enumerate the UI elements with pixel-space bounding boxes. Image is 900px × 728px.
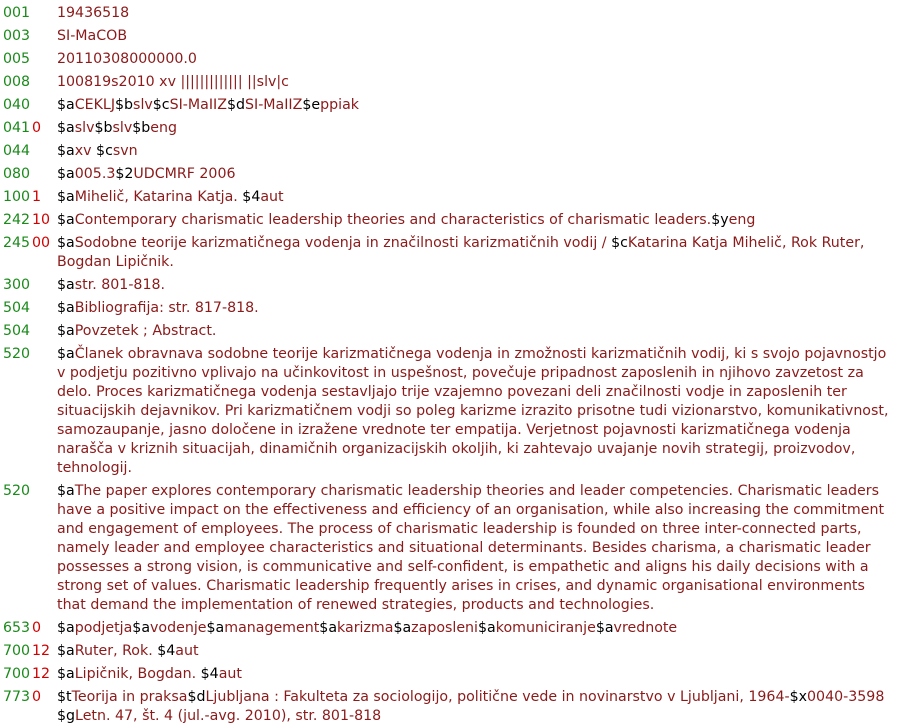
subfield-value: 005.3: [74, 166, 116, 182]
subfield-value: xv: [74, 143, 97, 159]
marc-field-504: [0, 299, 900, 318]
subfield-code: $a: [57, 323, 75, 339]
field-tag: 504: [3, 300, 31, 316]
subfield-value: podjetja: [74, 620, 133, 636]
field-tag: 700: [3, 643, 31, 659]
subfield-value: eng: [150, 120, 178, 136]
field-content: [57, 211, 900, 230]
subfield-value: komuniciranje: [495, 620, 596, 636]
subfield-value: Katarina Katja Mihelič, Rok Ruter, Bogdan Lipičnik.: [57, 235, 865, 270]
subfield-value: eng: [728, 212, 756, 228]
subfield-code: $e: [302, 97, 321, 113]
subfield-code: $4: [242, 189, 261, 205]
subfield-value: Contemporary charismatic leadership theories and characteristics of charismatic leaders.: [74, 212, 712, 228]
marc-field-242: [0, 211, 900, 230]
subfield-value: ppiak: [320, 97, 359, 113]
marc-field-008: [0, 73, 900, 92]
subfield-code: $a: [57, 277, 75, 293]
field-tag: 504: [3, 323, 31, 339]
field-content: [57, 50, 900, 69]
subfield-code: $x: [789, 689, 808, 705]
subfield-code: $d: [226, 97, 245, 113]
marc-field-520: [0, 345, 900, 478]
subfield-code: $a: [57, 166, 75, 182]
subfield-code: $c: [96, 143, 113, 159]
subfield-value: Članek obravnava sodobne teorije karizmatičnega vodenja in zmožnosti karizmatičnih vodij, ki s svojo pojavnostjo v podjetju pozitivno vplivajo na učinkovitost in uspešnost, povečuje pripadnost zaposlenih in njihovo zavzetost za delo. Proces karizmatičnega vodenja sestavljajo trije vzajemno povezani deli značilnosti vodje in zaposlenih ter situacijskih dejavnikov. Pri karizmatičnem vodji so poleg karizme izrazito prisotne tudi vizionarstvo, komunikativnost, samozaupanje, jasno določene in izražene vrednote ter empatija. Verjetnost pojavnosti karizmatičnega vodenja narašča v kriznih situacijah, dinamičnih organizacijskih okoljih, ki zahtevajo uvajanje novih strategij, proizvodov, tehnologij.: [57, 346, 889, 476]
field-tag: 520: [3, 483, 31, 499]
subfield-code: $b: [94, 120, 113, 136]
marc-field-080: [0, 165, 900, 184]
field-tag: 773: [3, 689, 31, 705]
field-indicator: 12: [32, 643, 51, 659]
subfield-value: UDCMRF 2006: [133, 166, 236, 182]
field-tag: 245: [3, 235, 31, 251]
field-tag: 040: [3, 97, 31, 113]
subfield-code: $d: [187, 689, 206, 705]
field-content: [57, 482, 900, 615]
marc-field-700: [0, 642, 900, 661]
subfield-code: $a: [57, 143, 75, 159]
subfield-code: $a: [57, 189, 75, 205]
subfield-value: aut: [218, 666, 242, 682]
subfield-value: aut: [260, 189, 284, 205]
field-content: [57, 276, 900, 295]
field-indicator: 0: [32, 620, 42, 636]
subfield-code: $4: [200, 666, 219, 682]
field-content: [57, 234, 900, 272]
subfield-code: $a: [57, 212, 75, 228]
field-content: [57, 73, 900, 92]
field-content: [57, 619, 900, 638]
subfield-code: $a: [57, 666, 75, 682]
marc-field-001: [0, 4, 900, 23]
subfield-code: $c: [152, 97, 170, 113]
subfield-value: Bibliografija: str. 817-818.: [74, 300, 259, 316]
subfield-value: SI-MaIIZ: [245, 97, 303, 113]
subfield-value: karizma: [337, 620, 394, 636]
field-indicator: 12: [32, 666, 51, 682]
subfield-value: 19436518: [57, 5, 130, 21]
field-tag: 008: [3, 74, 31, 90]
marc-field-100: [0, 188, 900, 207]
field-tag: 001: [3, 5, 31, 21]
field-indicator: 0: [32, 120, 42, 136]
marc-field-245: [0, 234, 900, 272]
subfield-value: Sodobne teorije karizmatičnega vodenja in značilnosti karizmatičnih vodij /: [74, 235, 612, 251]
marc-field-041: [0, 119, 900, 138]
subfield-code: $a: [57, 97, 75, 113]
marc-field-300: [0, 276, 900, 295]
subfield-value: slv: [133, 97, 153, 113]
subfield-value: SI-MaIIZ: [169, 97, 227, 113]
field-tag: 044: [3, 143, 31, 159]
subfield-value: SI-MaCOB: [57, 28, 128, 44]
subfield-code: $a: [319, 620, 338, 636]
field-tag: 003: [3, 28, 31, 44]
marc-field-653: [0, 619, 900, 638]
subfield-code: $a: [57, 620, 75, 636]
subfield-value: Ruter, Rok.: [74, 643, 158, 659]
subfield-code: $a: [57, 235, 75, 251]
field-content: [57, 642, 900, 661]
subfield-value: 100819s2010 xv ||||||||||||| ||slv|c: [57, 74, 289, 90]
subfield-value: Teorija in praksa: [71, 689, 188, 705]
subfield-value: management: [224, 620, 320, 636]
field-indicator: 00: [32, 235, 51, 251]
marc-field-504: [0, 322, 900, 341]
field-tag: 100: [3, 189, 31, 205]
marc-field-003: [0, 27, 900, 46]
subfield-code: $g: [57, 708, 76, 724]
subfield-value: slv: [112, 120, 133, 136]
subfield-value: zaposleni: [411, 620, 478, 636]
subfield-value: The paper explores contemporary charismatic leadership theories and leader competencies. Charismatic leaders have a positive impact on the effectiveness and efficiency of an organisation, while also increasing the commitment and engagement of employees. The process of charismatic leadership is founded on three inter-connected parts, namely leader and employee characteristics and situational determinants. Besides charisma, a charismatic leader possesses a strong vision, is communicative and self-confident, is empathetic and aligns his daily decisions with a strong set of values. Charismatic leadership frequently arises in crises, and dynamic organisational environments that demand the implementation of renewed strategies, products and technologies.: [57, 483, 885, 613]
field-content: [57, 322, 900, 341]
subfield-code: $a: [57, 346, 75, 362]
subfield-code: $b: [132, 120, 151, 136]
subfield-code: $a: [595, 620, 614, 636]
field-tag: 653: [3, 620, 31, 636]
field-content: [57, 688, 900, 726]
subfield-code: $a: [57, 120, 75, 136]
subfield-code: $4: [157, 643, 176, 659]
field-content: [57, 142, 900, 161]
subfield-code: $2: [115, 166, 134, 182]
subfield-value: 20110308000000.0: [57, 51, 197, 67]
subfield-code: $a: [132, 620, 151, 636]
marc-field-773: [0, 688, 900, 726]
subfield-code: $a: [206, 620, 225, 636]
subfield-code: $a: [393, 620, 412, 636]
subfield-code: $a: [478, 620, 496, 636]
field-tag: 005: [3, 51, 31, 67]
field-content: [57, 96, 900, 115]
field-tag: 080: [3, 166, 31, 182]
subfield-value: vrednote: [613, 620, 678, 636]
subfield-value: Ljubljana : Fakulteta za sociologijo, politične vede in novinarstvo v Ljubljani, 1964-: [205, 689, 790, 705]
subfield-value: CEKLJ: [74, 97, 115, 113]
field-indicator: 10: [32, 212, 51, 228]
field-indicator: 0: [32, 689, 42, 705]
subfield-value: slv: [74, 120, 95, 136]
subfield-value: svn: [112, 143, 138, 159]
subfield-code: $a: [57, 643, 75, 659]
subfield-value: vodenje: [150, 620, 207, 636]
field-content: [57, 665, 900, 684]
field-content: [57, 119, 900, 138]
subfield-value: Povzetek ; Abstract.: [74, 323, 217, 339]
subfield-value: Letn. 47, št. 4 (jul.-avg. 2010), str. 801-818: [75, 708, 382, 724]
field-indicator: 1: [32, 189, 42, 205]
marc-field-040: [0, 96, 900, 115]
subfield-code: $a: [57, 483, 75, 499]
subfield-code: $t: [57, 689, 72, 705]
subfield-code: $b: [115, 97, 134, 113]
field-content: [57, 299, 900, 318]
field-tag: 700: [3, 666, 31, 682]
subfield-code: $y: [711, 212, 729, 228]
subfield-value: Mihelič, Katarina Katja.: [74, 189, 243, 205]
field-tag: 520: [3, 346, 31, 362]
field-content: [57, 345, 900, 478]
marc-field-520: [0, 482, 900, 615]
field-content: [57, 165, 900, 184]
subfield-value: Lipičnik, Bogdan.: [74, 666, 201, 682]
marc-field-700: [0, 665, 900, 684]
field-tag: 300: [3, 277, 31, 293]
subfield-code: $a: [57, 300, 75, 316]
subfield-code: $c: [611, 235, 628, 251]
field-tag: 041: [3, 120, 31, 136]
field-tag: 242: [3, 212, 31, 228]
field-content: [57, 27, 900, 46]
subfield-value: 0040-3598: [807, 689, 885, 705]
field-content: [57, 4, 900, 23]
marc-field-005: [0, 50, 900, 69]
subfield-value: aut: [175, 643, 199, 659]
marc-field-044: [0, 142, 900, 161]
subfield-value: str. 801-818.: [74, 277, 166, 293]
field-content: [57, 188, 900, 207]
